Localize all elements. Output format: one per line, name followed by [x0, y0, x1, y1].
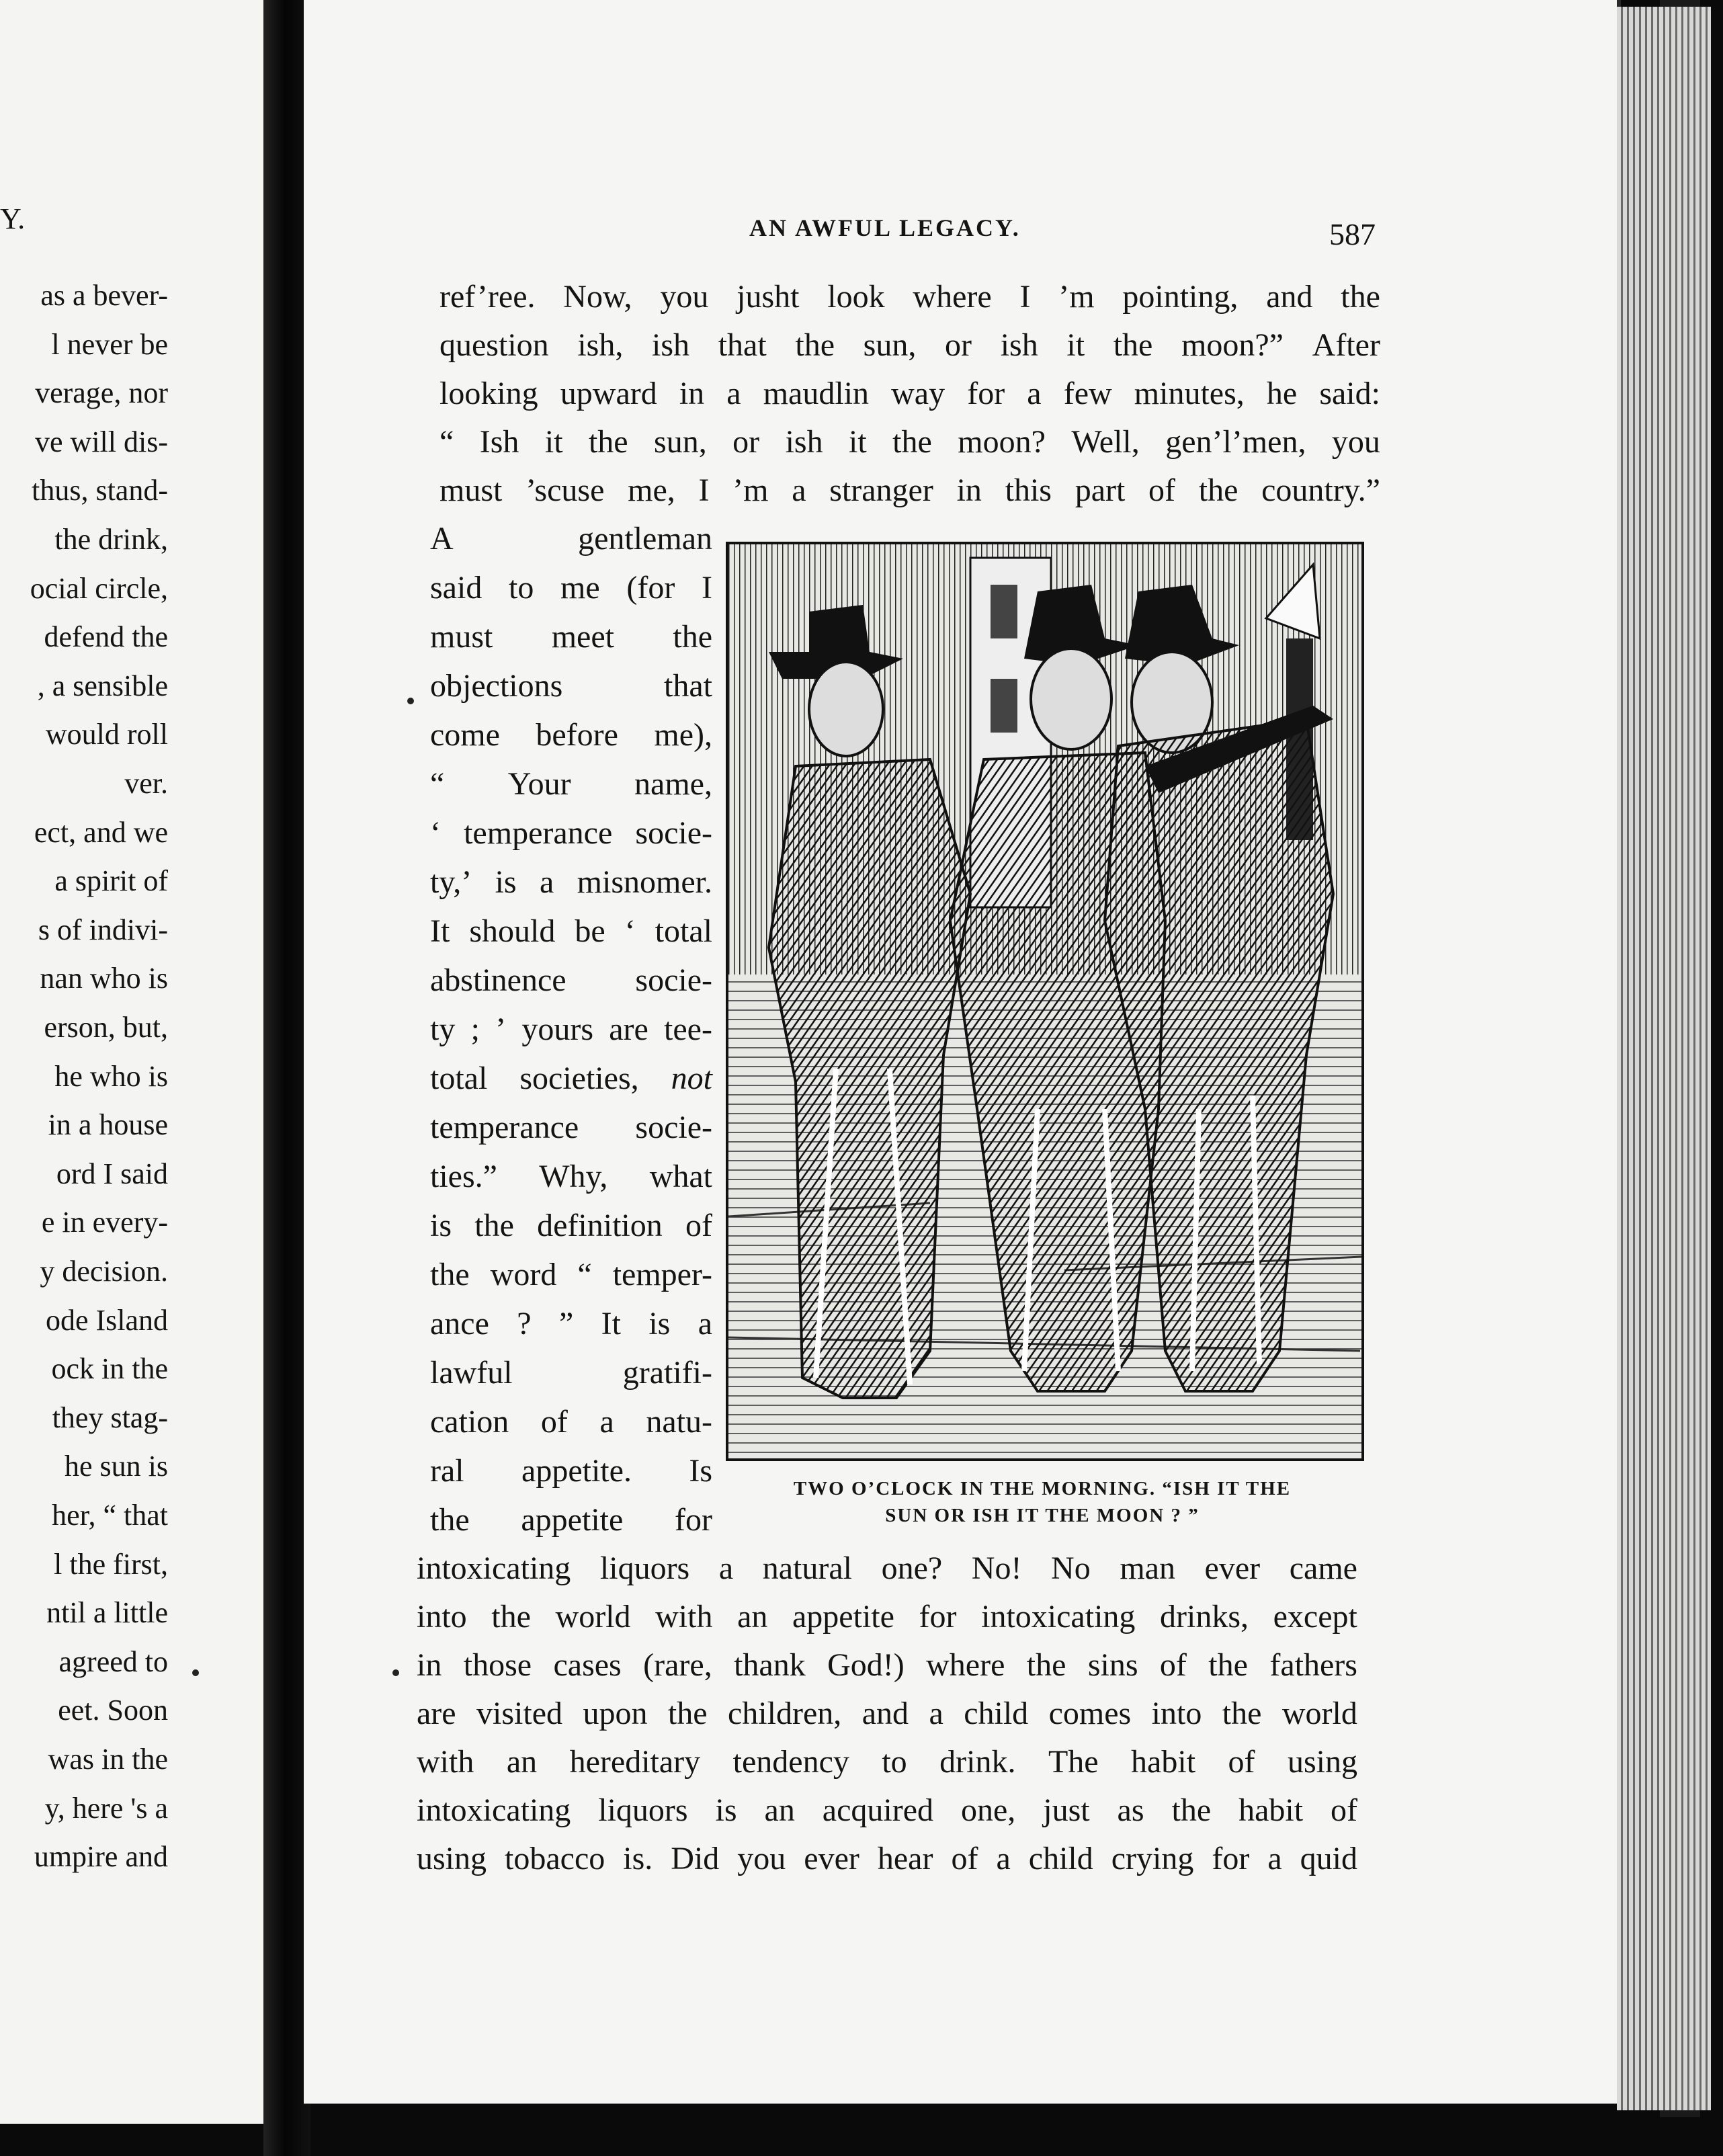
- print-speck: [192, 1669, 199, 1676]
- previous-page-line: verage, nor: [35, 376, 168, 410]
- column-line: ‘ temperance socie-: [430, 815, 712, 851]
- previous-page-line: as a bever-: [40, 279, 168, 312]
- column-line: temperance socie-: [430, 1110, 712, 1145]
- previous-page-line: the drink,: [54, 523, 168, 556]
- body-line: looking upward in a maudlin way for a few minutes, he said:: [439, 376, 1380, 411]
- column-line: ance ? ” It is a: [430, 1306, 712, 1341]
- column-line: ral appetite. Is: [430, 1453, 712, 1489]
- previous-page-line: agreed to: [58, 1645, 168, 1678]
- previous-page-header-fragment: Y.: [0, 202, 26, 235]
- previous-page-line: ock in the: [51, 1352, 168, 1386]
- illustration-caption: [730, 1475, 1355, 1529]
- body-line: into the world with an appetite for intoxicating drinks, except: [417, 1599, 1357, 1634]
- column-line: said to me (for I: [430, 570, 712, 606]
- previous-page-line: he who is: [54, 1059, 168, 1093]
- page-edges: [1617, 7, 1711, 2110]
- page-number: 587: [1329, 217, 1376, 251]
- previous-page-line: eet. Soon: [58, 1694, 168, 1727]
- column-line: lawful gratifi-: [430, 1355, 712, 1391]
- body-line: intoxicating liquors a natural one? No! No man ever came: [417, 1550, 1357, 1586]
- previous-page-line: ve will dis-: [35, 425, 168, 458]
- body-line: “ Ish it the sun, or ish it the moon? Well, gen’l’men, you: [439, 424, 1380, 460]
- column-line: must meet the: [430, 619, 712, 655]
- column-line: the word “ temper-: [430, 1257, 712, 1292]
- body-line: in those cases (rare, thank God!) where the sins of the fathers: [417, 1647, 1357, 1683]
- caption-line-1: TWO O’CLOCK IN THE MORNING. “ISH IT THE: [793, 1478, 1292, 1499]
- previous-page-line: defend the: [44, 620, 168, 654]
- running-header: AN AWFUL LEGACY.: [749, 214, 1021, 241]
- previous-page-line: a spirit of: [54, 864, 168, 898]
- column-line: the appetite for: [430, 1502, 712, 1538]
- previous-page-line: they stag-: [52, 1401, 168, 1434]
- previous-page-line: umpire and: [34, 1840, 168, 1874]
- previous-page-line: thus, stand-: [32, 474, 168, 507]
- previous-page-line: her, “ that: [52, 1499, 168, 1532]
- previous-page-line: in a house: [48, 1108, 168, 1142]
- previous-page-line: ode Island: [45, 1303, 168, 1337]
- body-line: with an hereditary tendency to drink. The habit of using: [417, 1744, 1357, 1780]
- body-line: must ’scuse me, I ’m a stranger in this part of the country.”: [439, 472, 1380, 508]
- previous-page-line: l never be: [51, 327, 168, 361]
- body-line: intoxicating liquors is an acquired one, just as the habit of: [417, 1792, 1357, 1828]
- column-line: abstinence socie-: [430, 962, 712, 998]
- previous-page-line: was in the: [48, 1743, 168, 1776]
- previous-page-line: ver.: [124, 767, 168, 800]
- column-line: ty ; ’ yours are tee-: [430, 1011, 712, 1047]
- previous-page-line: ect, and we: [34, 815, 168, 849]
- previous-page-line: erson, but,: [44, 1011, 168, 1044]
- previous-page-line: nan who is: [40, 962, 168, 995]
- column-line: total societies, not: [430, 1061, 712, 1096]
- previous-page-line: would roll: [45, 718, 168, 751]
- body-line: are visited upon the children, and a child comes into the world: [417, 1696, 1357, 1731]
- previous-page-line: s of indivi-: [38, 913, 168, 946]
- engraving-illustration: [726, 542, 1364, 1461]
- previous-page-line: ocial circle,: [30, 571, 168, 605]
- print-speck: [392, 1669, 399, 1676]
- column-line: ties.” Why, what: [430, 1159, 712, 1194]
- column-line: objections that: [430, 668, 712, 704]
- previous-page-line: ntil a little: [46, 1596, 168, 1630]
- column-line: is the definition of: [430, 1208, 712, 1243]
- previous-page: [0, 0, 282, 2124]
- previous-page-line: e in every-: [41, 1206, 168, 1239]
- column-line: ty,’ is a misnomer.: [430, 864, 712, 900]
- body-line: question ish, ish that the sun, or ish it the moon?” After: [439, 327, 1380, 363]
- column-line: cation of a natu-: [430, 1404, 712, 1440]
- print-speck: [407, 698, 414, 704]
- column-line: come before me),: [430, 717, 712, 753]
- body-line: using tobacco is. Did you ever hear of a child crying for a quid: [417, 1841, 1357, 1876]
- caption-line-2: SUN OR ISH IT THE MOON ? ”: [885, 1505, 1200, 1526]
- three-men-engraving: [728, 544, 1361, 1458]
- previous-page-line: y decision.: [40, 1255, 168, 1288]
- previous-page-line: l the first,: [54, 1547, 168, 1581]
- previous-page-line: ord I said: [56, 1157, 168, 1190]
- previous-page-line: y, here 's a: [44, 1791, 168, 1825]
- column-line: “ Your name,: [430, 766, 712, 802]
- column-line: A gentleman: [430, 521, 712, 556]
- column-line: It should be ‘ total: [430, 913, 712, 949]
- body-line: ref’ree. Now, you jusht look where I ’m pointing, and the: [439, 279, 1380, 315]
- previous-page-line: he sun is: [65, 1450, 168, 1483]
- previous-page-line: , a sensible: [37, 669, 168, 702]
